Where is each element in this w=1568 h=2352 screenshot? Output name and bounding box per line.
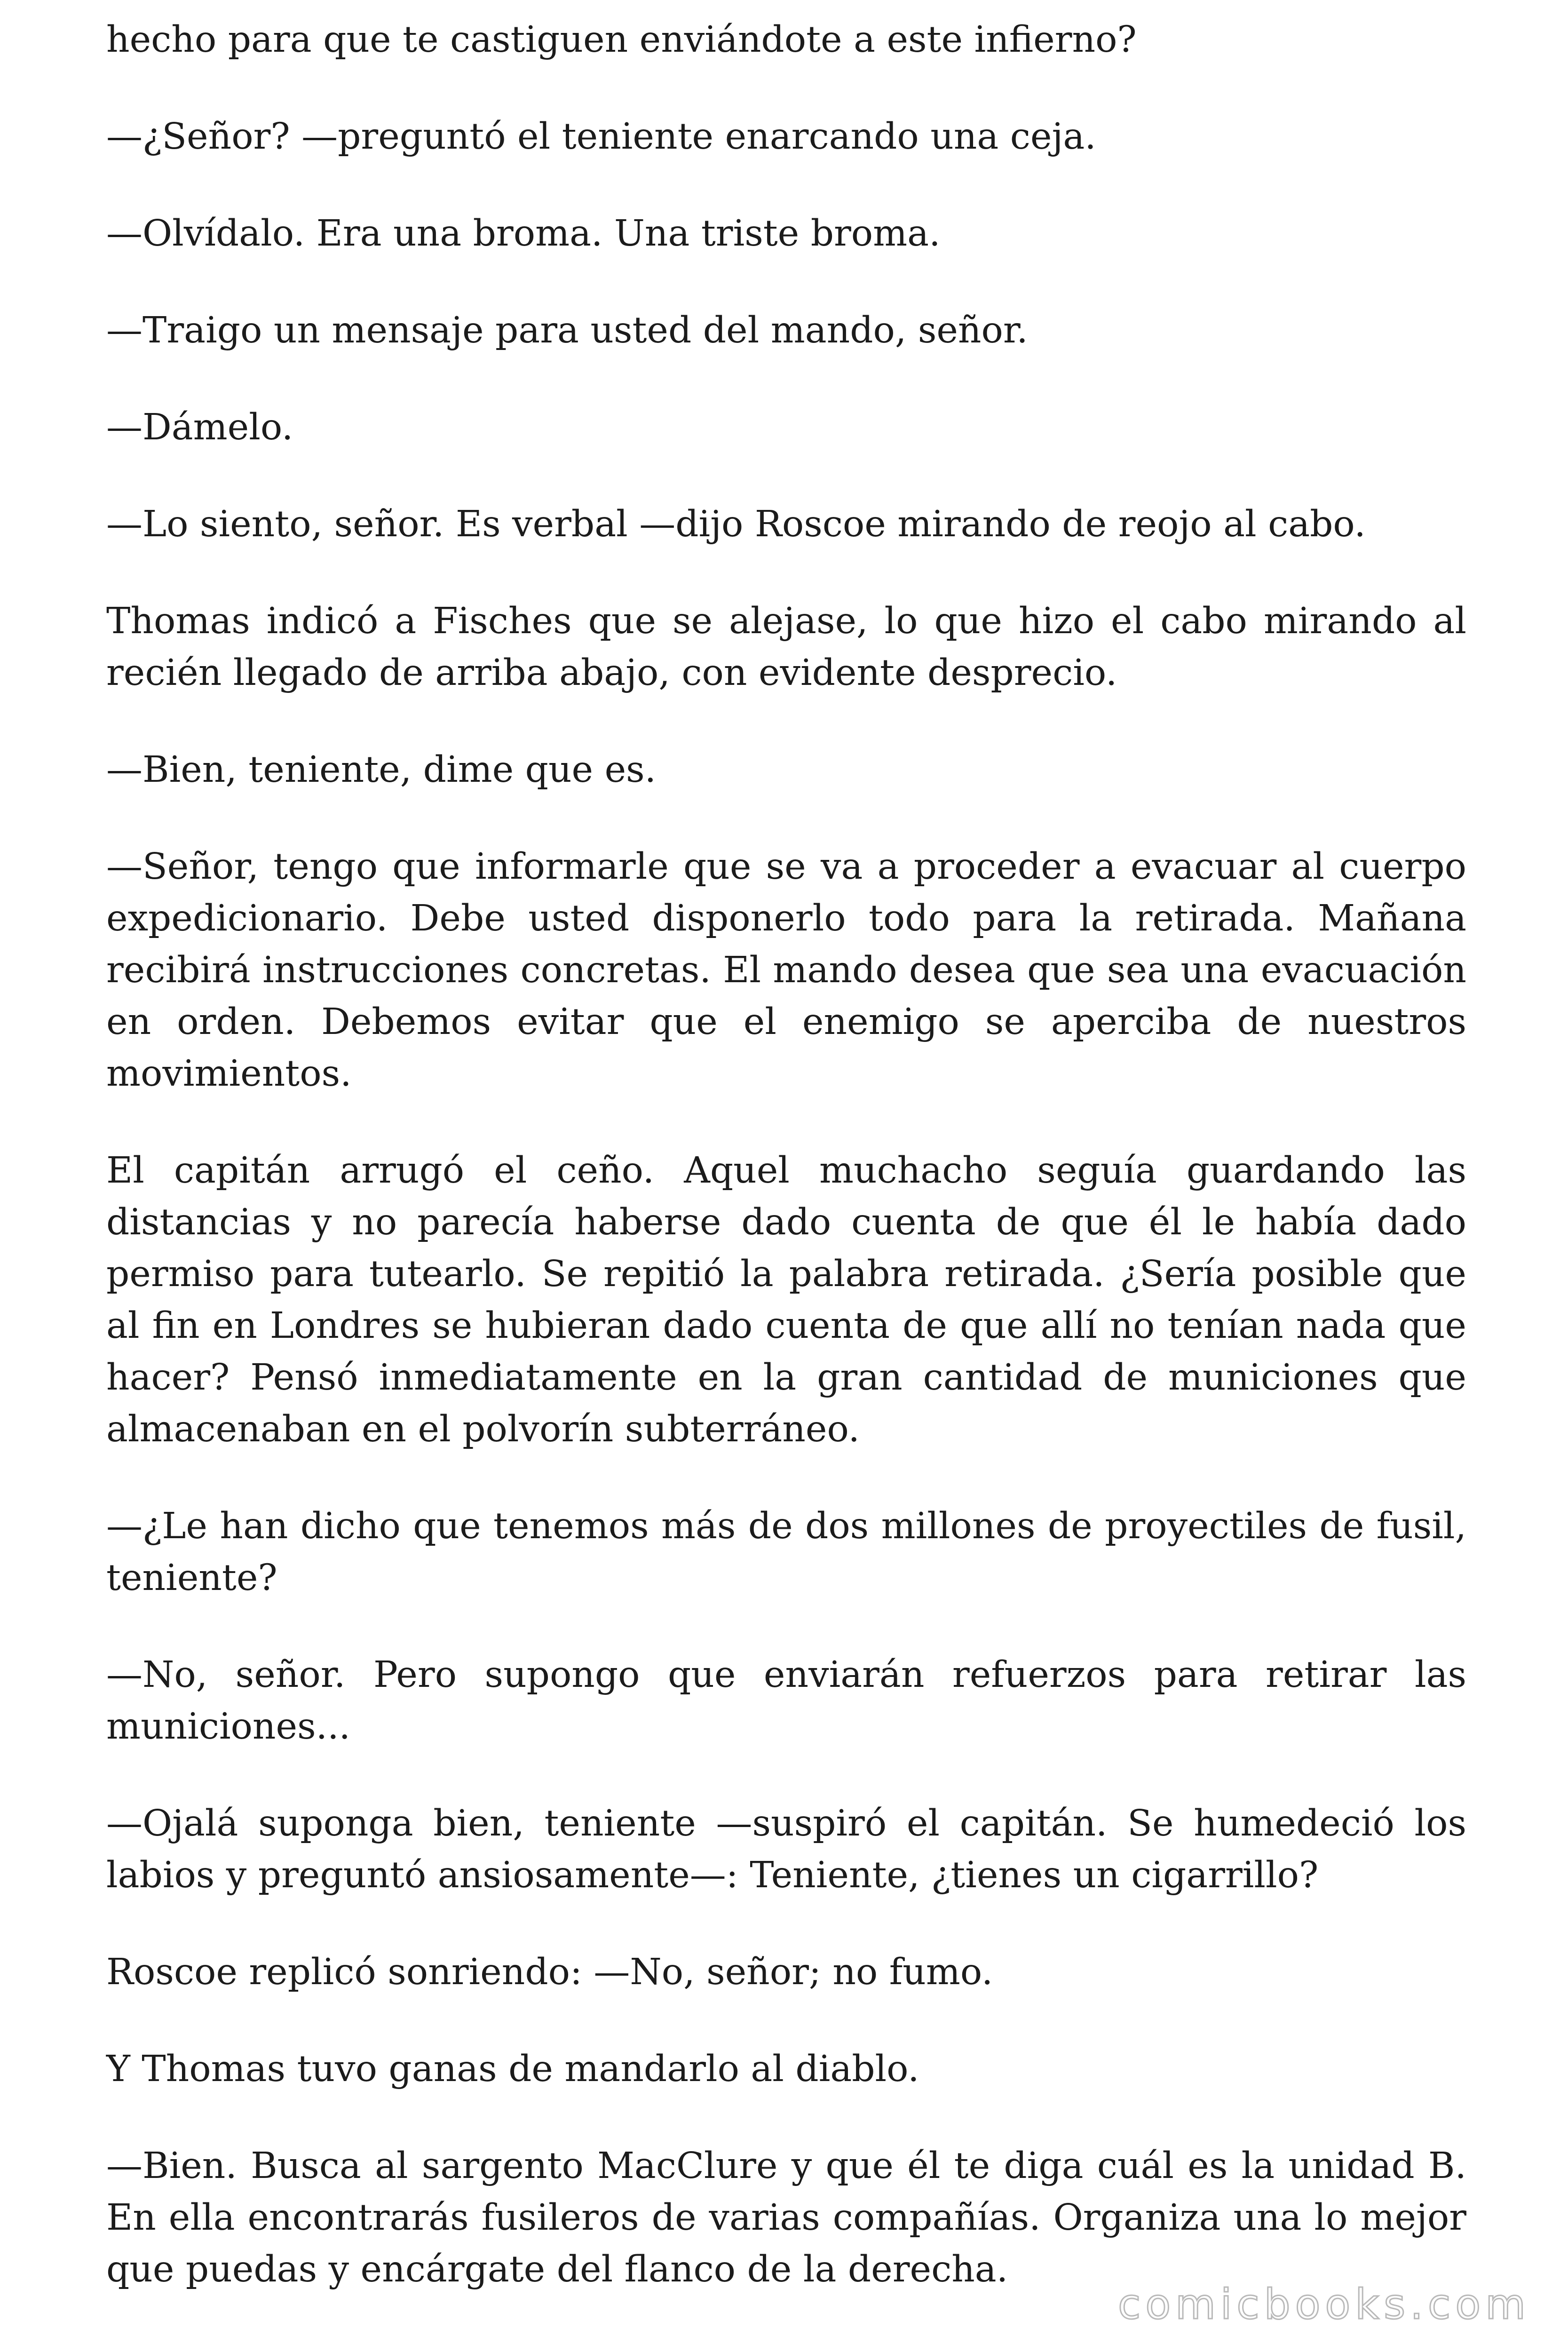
paragraph: —Bien. Busca al sargento MacClure y que él te diga cuál es la unidad B. En ella encontrarás fusileros de varias compañías. Organiza una lo mejor que puedas y encárgate del flanco de la derecha. xyxy=(106,2145,1466,2290)
paragraph: hecho para que te castiguen enviándote a este infierno? xyxy=(106,19,1137,61)
watermark: comicbooks.com xyxy=(1117,2280,1530,2328)
page-text xyxy=(106,14,1466,2341)
paragraph: —¿Señor? —preguntó el teniente enarcando una ceja. xyxy=(106,116,1096,158)
paragraph: —Bien, teniente, dime que es. xyxy=(106,749,657,791)
paragraph: El capitán arrugó el ceño. Aquel muchacho seguía guardando las distancias y no parecía haberse dado cuenta de que él le había dado permiso para tutearlo. Se repitió la palabra retirada. ¿Sería posible que al fin en Londres se hubieran dado cuenta de que allí no tenían nada que hacer? Pensó inmediatamente en la gran cantidad de municiones que almacenaban en el polvorín subterráneo. xyxy=(106,1150,1466,1450)
paragraph: —¿Le han dicho que tenemos más de dos millones de proyectiles de fusil, teniente? xyxy=(106,1505,1466,1599)
paragraph: Thomas indicó a Fisches que se alejase, lo que hizo el cabo mirando al recién llegado de arriba abajo, con evidente desprecio. xyxy=(106,600,1466,694)
paragraph: —Olvídalo. Era una broma. Una triste broma. xyxy=(106,213,941,254)
paragraph: —Dámelo. xyxy=(106,406,293,448)
paragraph: —No, señor. Pero supongo que enviarán refuerzos para retirar las municiones... xyxy=(106,1654,1466,1748)
paragraph: Roscoe replicó sonriendo: —No, señor; no fumo. xyxy=(106,1951,993,1993)
paragraph: —Lo siento, señor. Es verbal —dijo Roscoe mirando de reojo al cabo. xyxy=(106,503,1366,545)
paragraph: —Señor, tengo que informarle que se va a proceder a evacuar al cuerpo expedicionario. Debe usted disponerlo todo para la retirada. Mañana recibirá instrucciones concretas. El mando desea que sea una evacuación en orden. Debemos evitar que el enemigo se aperciba de nuestros movimientos. xyxy=(106,846,1466,1095)
paragraph: —Traigo un mensaje para usted del mando, señor. xyxy=(106,310,1028,351)
paragraph: —Ojalá suponga bien, teniente —suspiró el capitán. Se humedeció los labios y preguntó ansiosamente—: Teniente, ¿tienes un cigarrillo? xyxy=(106,1803,1466,1896)
paragraph: Y Thomas tuvo ganas de mandarlo al diablo. xyxy=(106,2048,919,2090)
